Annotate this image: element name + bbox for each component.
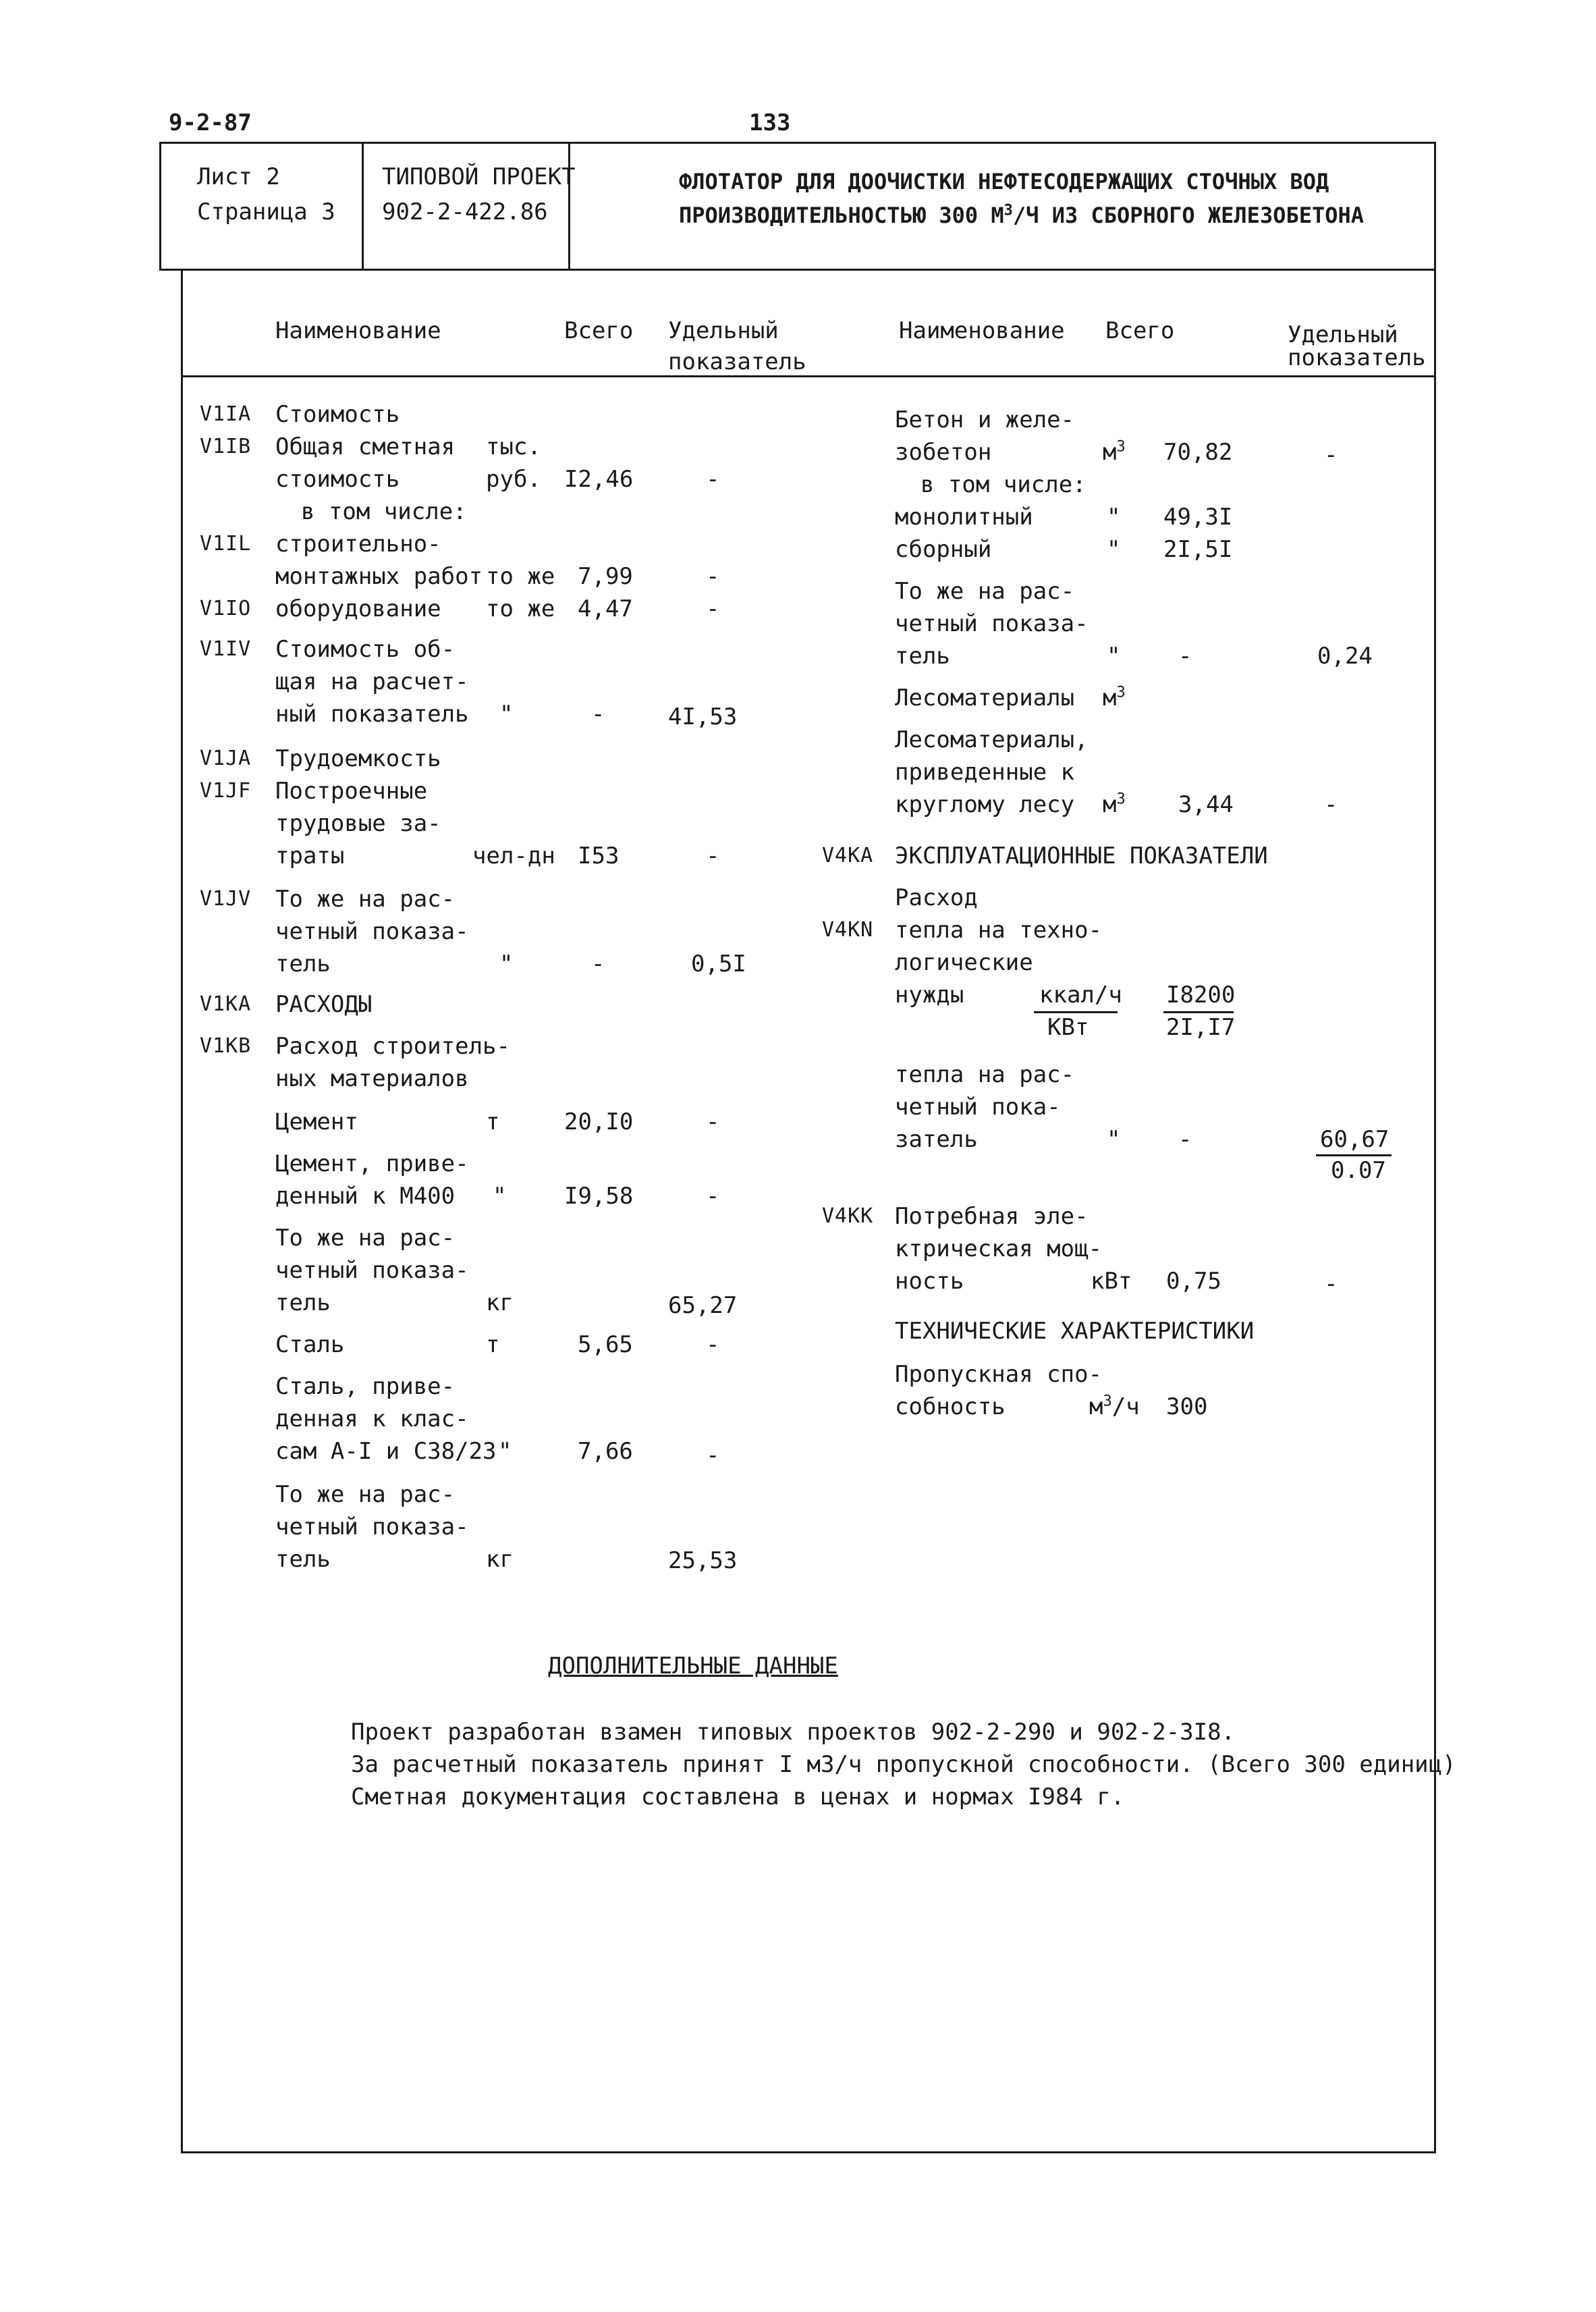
col-specific-left-2: показатель bbox=[668, 348, 806, 375]
value-denominator: 2I,I7 bbox=[1166, 1014, 1236, 1041]
item-name: Потребная эле- bbox=[895, 1203, 1089, 1230]
unit: " bbox=[1107, 536, 1121, 563]
item-name: щая на расчет- bbox=[275, 668, 469, 695]
unit: " bbox=[499, 701, 514, 728]
item-name: Лесоматериалы bbox=[895, 684, 1075, 711]
specific-value: 4I,53 bbox=[668, 703, 738, 730]
total-value: - bbox=[591, 701, 605, 728]
unit: руб. bbox=[486, 466, 541, 493]
unit: $м^3/ч$ bbox=[1089, 1393, 1140, 1420]
code: V4KK bbox=[822, 1204, 874, 1228]
item-name: круглому лесу bbox=[895, 791, 1075, 818]
code: V4KA bbox=[822, 844, 874, 867]
item-name: зобетон bbox=[895, 439, 992, 466]
specific-value: 65,27 bbox=[668, 1292, 738, 1319]
specific-value: - bbox=[1324, 441, 1338, 468]
item-name: Расход строитель- bbox=[275, 1033, 510, 1060]
specific-denominator: 0.07 bbox=[1331, 1157, 1386, 1184]
total-value: I2,46 bbox=[564, 466, 634, 493]
code: V1IA bbox=[200, 402, 252, 426]
item-name: денная к клас- bbox=[275, 1405, 469, 1432]
title-divider-2 bbox=[568, 142, 570, 270]
col-name-left: Наименование bbox=[275, 317, 441, 344]
code: V1IV bbox=[200, 637, 252, 661]
item-name: Стоимость об- bbox=[275, 636, 456, 663]
total-value: 4,47 bbox=[578, 595, 633, 622]
item-name: денный к М400 bbox=[275, 1183, 456, 1210]
item-name: монтажных работ bbox=[275, 563, 483, 590]
unit: $м^3$ bbox=[1103, 684, 1126, 711]
col-total-left: Всего bbox=[564, 317, 634, 344]
specific-value: - bbox=[706, 1108, 720, 1135]
item-name: четный показа- bbox=[275, 918, 469, 945]
unit-denominator: КВт bbox=[1047, 1014, 1089, 1041]
sheet-label: Лист 2 bbox=[197, 163, 280, 190]
item-name: Сталь bbox=[275, 1331, 345, 1358]
col-specific-left-1: Удельный bbox=[668, 317, 779, 344]
code: V1IB bbox=[200, 435, 252, 458]
page-label: Страница 3 bbox=[197, 198, 335, 225]
item-name: Общая сметная bbox=[275, 433, 456, 460]
item-name: в том числе: bbox=[920, 471, 1086, 498]
total-value: 3,44 bbox=[1178, 791, 1234, 818]
specific-value: - bbox=[706, 1183, 720, 1210]
columns-underline bbox=[181, 375, 1436, 377]
item-name: четный пока- bbox=[895, 1094, 1061, 1121]
item-name: тель bbox=[895, 643, 950, 670]
unit: $м^3$ bbox=[1103, 790, 1126, 818]
section-heading: ЭКСПЛУАТАЦИОННЫЕ ПОКАЗАТЕЛИ bbox=[895, 842, 1268, 869]
code: V1KA bbox=[200, 992, 252, 1016]
col-specific-right-1: Удельный bbox=[1288, 321, 1398, 348]
total-value: 5,65 bbox=[578, 1331, 633, 1358]
unit-numerator: ккал/ч bbox=[1039, 982, 1122, 1009]
total-value: 300 bbox=[1166, 1393, 1208, 1420]
specific-value: 25,53 bbox=[668, 1547, 738, 1574]
title-line-1: ФЛОТАТОР ДЛЯ ДООЧИСТКИ НЕФТЕСОДЕРЖАЩИХ СТОЧНЫХ ВОД bbox=[679, 169, 1329, 194]
specific-value: - bbox=[706, 595, 720, 622]
item-name: тель bbox=[275, 1289, 331, 1316]
unit: то же bbox=[486, 595, 555, 622]
code: V1JF bbox=[200, 779, 252, 803]
item-name: строительно- bbox=[275, 531, 441, 558]
item-name: траты bbox=[275, 842, 345, 869]
item-name: тель bbox=[275, 950, 331, 977]
section-heading: РАСХОДЫ bbox=[275, 991, 373, 1018]
item-name: Стоимость bbox=[275, 401, 400, 428]
unit: " bbox=[1107, 1126, 1121, 1153]
unit: тыс. bbox=[486, 433, 541, 460]
frame-top bbox=[159, 142, 1436, 144]
item-name: То же на рас- bbox=[275, 1225, 456, 1252]
unit: то же bbox=[486, 563, 555, 590]
item-name: тепла на рас- bbox=[895, 1061, 1075, 1088]
item-name: сборный bbox=[895, 536, 992, 563]
item-name: Лесоматериалы, bbox=[895, 726, 1089, 753]
item-name: четный показа- bbox=[895, 610, 1089, 637]
project-label: ТИПОВОЙ ПРОЕКТ bbox=[382, 163, 576, 190]
extra-heading: ДОПОЛНИТЕЛЬНЫЕ ДАННЫЕ bbox=[548, 1652, 838, 1679]
item-name: приведенные к bbox=[895, 759, 1075, 786]
item-name: стоимость bbox=[275, 466, 400, 493]
col-name-right: Наименование bbox=[899, 317, 1065, 344]
specific-value: - bbox=[706, 1331, 720, 1358]
item-name: сам А-I и С38/23 bbox=[275, 1438, 497, 1465]
item-name: оборудование bbox=[275, 595, 441, 622]
frame-left bbox=[159, 142, 161, 270]
item-name: То же на рас- bbox=[895, 578, 1075, 605]
specific-value: - bbox=[1324, 1270, 1338, 1297]
total-value: - bbox=[591, 950, 605, 977]
specific-value: - bbox=[706, 466, 720, 493]
doc-code: 9-2-87 bbox=[169, 109, 252, 136]
specific-value: 0,5I bbox=[691, 950, 746, 977]
unit: $м^3$ bbox=[1103, 438, 1126, 466]
unit: т bbox=[486, 1331, 500, 1358]
title-line-2: ПРОИЗВОДИТЕЛЬНОСТЬЮ 300 $М^3/Ч$ ИЗ СБОРНОГО ЖЕЛЕЗОБЕТОНА bbox=[679, 202, 1365, 228]
total-value: I53 bbox=[578, 842, 620, 869]
specific-value: 0,24 bbox=[1317, 643, 1373, 670]
item-name: нужды bbox=[895, 982, 964, 1009]
total-value: 49,3I bbox=[1163, 504, 1233, 531]
specific-value: - bbox=[706, 563, 720, 590]
unit: " bbox=[1107, 643, 1121, 670]
total-value: - bbox=[1178, 643, 1192, 670]
item-name: Цемент bbox=[275, 1108, 358, 1135]
item-name: Бетон и желе- bbox=[895, 406, 1075, 433]
total-value: 7,66 bbox=[578, 1438, 633, 1465]
total-value: 0,75 bbox=[1166, 1268, 1221, 1295]
specific-value: - bbox=[1324, 791, 1338, 818]
item-name: ктрическая мощ- bbox=[895, 1235, 1103, 1262]
item-name: затель bbox=[895, 1126, 978, 1153]
frame-left-lower bbox=[181, 270, 183, 2153]
item-name: четный показа- bbox=[275, 1257, 469, 1284]
unit: " bbox=[1107, 504, 1121, 531]
code: V4KN bbox=[822, 918, 874, 942]
item-name: тепла на техно- bbox=[895, 917, 1103, 944]
item-name: Расход bbox=[895, 884, 978, 911]
item-name: То же на рас- bbox=[275, 886, 456, 913]
project-number: 902-2-422.86 bbox=[382, 198, 548, 225]
item-name: тель bbox=[275, 1546, 331, 1573]
code: V1IL bbox=[200, 532, 252, 556]
frame-bottom bbox=[181, 2151, 1436, 2153]
unit: кВт bbox=[1091, 1268, 1132, 1295]
unit: т bbox=[486, 1108, 500, 1135]
value-numerator: I8200 bbox=[1166, 982, 1236, 1009]
title-bottom bbox=[159, 269, 1436, 271]
unit: " bbox=[499, 950, 514, 977]
item-name: монолитный bbox=[895, 504, 1033, 531]
item-name: Трудоемкость bbox=[275, 745, 441, 772]
item-name: логические bbox=[895, 949, 1033, 976]
total-value: 2I,5I bbox=[1163, 536, 1233, 563]
item-name: ный показатель bbox=[275, 701, 469, 728]
item-name: То же на рас- bbox=[275, 1481, 456, 1508]
code: V1KB bbox=[200, 1034, 252, 1058]
total-value: 7,99 bbox=[578, 563, 633, 590]
total-value: I9,58 bbox=[564, 1183, 634, 1210]
section-heading: ТЕХНИЧЕСКИЕ ХАРАКТЕРИСТИКИ bbox=[895, 1318, 1255, 1345]
col-total-right: Всего bbox=[1105, 317, 1175, 344]
unit: чел-дн bbox=[472, 842, 555, 869]
item-name: Пропускная спо- bbox=[895, 1361, 1103, 1388]
specific-numerator: 60,67 bbox=[1320, 1126, 1389, 1153]
code: V1JV bbox=[200, 887, 252, 911]
extra-line-2: За расчетный показатель принят I м3/ч пропускной способности. (Всего 300 единиц) bbox=[351, 1751, 1456, 1778]
item-name: трудовые за- bbox=[275, 810, 441, 837]
unit: кг bbox=[486, 1546, 514, 1573]
specific-value: - bbox=[706, 1442, 720, 1469]
code: V1IO bbox=[200, 597, 252, 620]
col-specific-right-2: показатель bbox=[1288, 344, 1426, 371]
extra-line-3: Сметная документация составлена в ценах и нормах I984 г. bbox=[351, 1783, 1125, 1810]
extra-line-1: Проект разработан взамен типовых проектов 902-2-290 и 902-2-3I8. bbox=[351, 1719, 1236, 1746]
item-name: Сталь, приве- bbox=[275, 1373, 456, 1400]
item-name: ность bbox=[895, 1268, 964, 1295]
specific-value: - bbox=[706, 842, 720, 869]
unit: " bbox=[498, 1438, 512, 1465]
unit: кг bbox=[486, 1289, 514, 1316]
item-name: Построечные bbox=[275, 778, 428, 805]
total-value: 70,82 bbox=[1163, 439, 1233, 466]
title-divider-1 bbox=[362, 142, 364, 270]
code: V1JA bbox=[200, 747, 252, 770]
page-number: 133 bbox=[749, 109, 791, 136]
item-name: Цемент, приве- bbox=[275, 1150, 469, 1177]
total-value: - bbox=[1178, 1126, 1192, 1153]
frame-right bbox=[1434, 142, 1436, 2153]
item-name: в том числе: bbox=[301, 498, 467, 525]
item-name: ных материалов bbox=[275, 1065, 469, 1092]
item-name: собность bbox=[895, 1393, 1006, 1420]
total-value: 20,I0 bbox=[564, 1108, 634, 1135]
item-name: четный показа- bbox=[275, 1513, 469, 1540]
unit: " bbox=[493, 1183, 507, 1210]
